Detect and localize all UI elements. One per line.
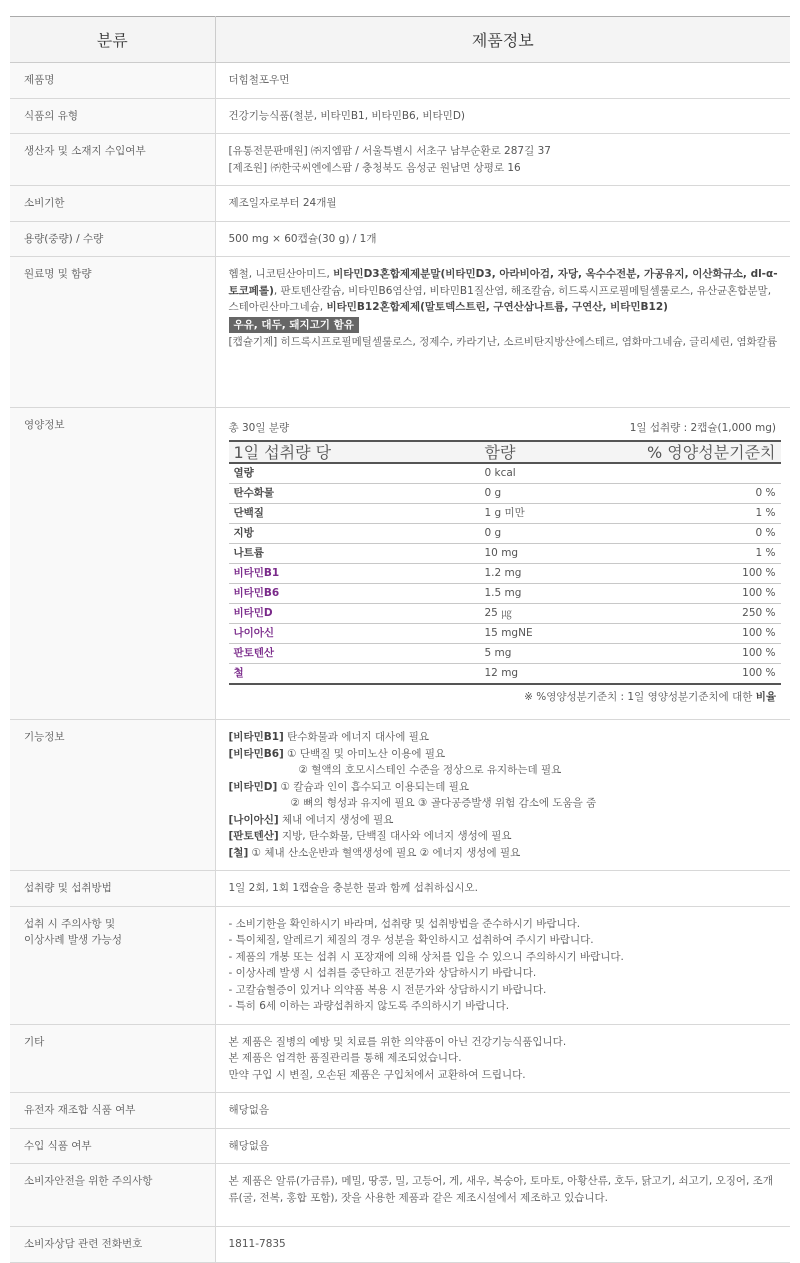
etc-line: 본 제품은 질병의 예방 및 치료를 위한 의약품이 아닌 건강기능식품입니다. <box>228 1035 567 1048</box>
caution-line: - 특이체질, 알레르기 체질의 경우 성분을 확인하시고 섭취하여 주시기 바랍니다. <box>228 934 594 946</box>
function-line <box>229 828 781 845</box>
table-row <box>229 544 781 564</box>
function-tag: [비타민B1] <box>228 731 284 743</box>
function-tag: [비타민B6] <box>228 747 284 760</box>
function-tag: [판토텐산] <box>228 830 279 842</box>
nutrient-percent: 1 % <box>631 504 781 524</box>
label-safety: 소비자안전을 위한 주의사항 <box>10 1164 215 1227</box>
label-etc: 기타 <box>10 1024 215 1093</box>
function-text: ① 칼슘과 인이 흡수되고 이용되는데 필요 <box>277 780 469 793</box>
row-ingredients <box>10 257 790 408</box>
ingredient-text: 헴철, 니코틴산아미드, <box>228 268 334 280</box>
nutrient-percent: 1 % <box>631 544 781 564</box>
row-phone <box>10 1227 790 1263</box>
nutrition-header-row <box>229 441 781 463</box>
function-line: ② 뼈의 형성과 유지에 필요 ③ 골다공증발생 위험 감소에 도움을 줌 <box>290 797 597 809</box>
nutrient-amount: 0 kcal <box>481 463 631 484</box>
nutrient-name: 비타민D <box>229 604 481 624</box>
label-phone: 소비자상담 관련 전화번호 <box>10 1227 215 1263</box>
label-expiry: 소비기한 <box>10 186 215 222</box>
nutrient-amount: 15 mgNE <box>481 624 631 644</box>
function-text: ① 단백질 및 아미노산 이용에 필요 <box>283 747 446 760</box>
row-food-type <box>10 98 790 134</box>
product-info-table <box>10 16 790 1263</box>
row-intake <box>10 871 790 907</box>
caution-label-line: 이상사례 발생 가능성 <box>24 934 122 946</box>
table-row <box>229 564 781 584</box>
nutrient-percent: 100 % <box>631 644 781 664</box>
caution-line: - 특히 6세 이하는 과량섭취하지 않도록 주의하시기 바랍니다. <box>228 1000 510 1012</box>
label-capacity: 용량(중량) / 수량 <box>10 221 215 257</box>
label-function: 기능정보 <box>10 720 215 871</box>
value-etc <box>215 1024 790 1093</box>
nutrient-amount: 0 g <box>481 524 631 544</box>
nutrient-name: 판토텐산 <box>229 644 481 664</box>
nutrient-amount: 1.2 mg <box>481 564 631 584</box>
table-row <box>229 463 781 484</box>
value-ingredients <box>215 257 790 408</box>
nutrient-percent: 100 % <box>631 624 781 644</box>
footnote-text: ※ %영양성분기준치 : 1일 영양성분기준치에 대한 <box>524 691 756 703</box>
value-manufacturer <box>215 134 790 186</box>
nutrition-footnote <box>229 689 781 705</box>
nutrient-amount: 0 g <box>481 484 631 504</box>
row-expiry <box>10 186 790 222</box>
caution-line: - 고칼슘혈증이 있거나 의약품 복용 시 전문가와 상담하시기 바랍니다. <box>228 983 547 996</box>
nutrient-amount: 10 mg <box>481 544 631 564</box>
function-text: 체내 에너지 생성에 필요 <box>278 813 394 826</box>
value-caution <box>215 906 790 1024</box>
nutrient-percent: 0 % <box>631 524 781 544</box>
function-text: 탄수화물과 에너지 대사에 필요 <box>283 731 430 743</box>
row-function <box>10 720 790 871</box>
function-tag: [비타민D] <box>228 780 278 793</box>
label-manufacturer: 생산자 및 소재지 수입여부 <box>10 134 215 186</box>
table-row <box>229 524 781 544</box>
row-product-name <box>10 63 790 99</box>
label-ingredients: 원료명 및 함량 <box>10 257 215 408</box>
value-expiry: 제조일자로부터 24개월 <box>215 186 790 222</box>
etc-line: 만약 구입 시 변질, 오손된 제품은 구입처에서 교환하여 드립니다. <box>228 1068 526 1081</box>
daily-serving: 1일 섭취량 : 2캡슐(1,000 mg) <box>629 422 776 434</box>
header-product-info: 제품정보 <box>215 17 790 63</box>
nutrient-name: 지방 <box>229 524 481 544</box>
label-food-type: 식품의 유형 <box>10 98 215 134</box>
value-product-name: 더힘철포우먼 <box>215 63 790 99</box>
row-nutrition <box>10 408 790 720</box>
maker-line: [제조원] ㈜한국씨엔에스팜 / 충청북도 음성군 원남면 상평로 16 <box>228 161 521 174</box>
table-row <box>229 624 781 644</box>
table-row <box>229 604 781 624</box>
function-text: 지방, 탄수화물, 단백질 대사와 에너지 생성에 필요 <box>278 830 512 842</box>
value-nutrition <box>215 408 790 720</box>
value-function <box>215 720 790 871</box>
nutrient-name: 철 <box>229 664 481 685</box>
ingredient-text: , 판토텐산칼슘, 비타민B6염산염, 비타민B1질산염, 해조칼슘, 히드록시프로필메틸셀룰로스, 유산균혼합분말, 스테아린산마그네슘, <box>228 284 772 313</box>
label-gmo: 유전자 재조합 식품 여부 <box>10 1093 215 1129</box>
nutrient-percent: 250 % <box>631 604 781 624</box>
nutrient-percent: 100 % <box>631 584 781 604</box>
value-food-type: 건강기능식품(철분, 비타민B1, 비타민B6, 비타민D) <box>215 98 790 134</box>
nutrition-table <box>229 440 781 685</box>
ingredient-bold: 비타민D3혼합제제분말(비타민D3, 아라비아검, 자당, 옥수수전분, 가공유지, 이산화규소, dl-α-토코페롤) <box>228 268 778 297</box>
table-row <box>229 584 781 604</box>
row-gmo <box>10 1093 790 1129</box>
row-safety <box>10 1164 790 1227</box>
nutrient-percent: 0 % <box>631 484 781 504</box>
nutrition-col-per-day: 1일 섭취량 당 <box>229 441 481 463</box>
nutrient-amount: 1 g 미만 <box>481 504 631 524</box>
table-header-row <box>10 17 790 63</box>
nutrient-name: 비타민B1 <box>229 564 481 584</box>
nutrient-percent <box>631 463 781 484</box>
nutrient-name: 나트륨 <box>229 544 481 564</box>
nutrient-name: 탄수화물 <box>229 484 481 504</box>
table-row <box>229 504 781 524</box>
function-line <box>229 812 781 829</box>
value-intake: 1일 2회, 1회 1캡슐을 충분한 물과 함께 섭취하십시오. <box>215 871 790 907</box>
nutrient-percent: 100 % <box>631 564 781 584</box>
nutrition-summary <box>229 420 781 436</box>
footnote-bold: 비율 <box>755 691 776 703</box>
row-capacity <box>10 221 790 257</box>
product-info-sheet <box>10 16 790 1263</box>
function-tag: [나이아신] <box>228 813 279 826</box>
label-caution <box>10 906 215 1024</box>
value-phone: 1811-7835 <box>215 1227 790 1263</box>
table-row <box>229 664 781 685</box>
nutrient-name: 단백질 <box>229 504 481 524</box>
capsule-base: [캡슐기제] 히드록시프로필메틸셀룰로스, 정제수, 카라기난, 소르비탄지방산에스테르, 염화마그네슘, 글리세린, 염화칼륨 <box>228 335 778 348</box>
caution-line: - 이상사례 발생 시 섭취를 중단하고 전문가와 상담하시기 바랍니다. <box>228 967 537 979</box>
row-etc <box>10 1024 790 1093</box>
total-amount: 총 30일 분량 <box>228 422 290 434</box>
nutrient-amount: 1.5 mg <box>481 584 631 604</box>
etc-line: 본 제품은 엄격한 품질관리를 통해 제조되었습니다. <box>228 1052 462 1064</box>
function-line <box>229 779 781 796</box>
label-nutrition: 영양정보 <box>10 408 215 720</box>
value-gmo: 해당없음 <box>215 1093 790 1129</box>
allergy-badge: 우유, 대두, 돼지고기 함유 <box>229 317 359 333</box>
function-line <box>229 746 781 763</box>
nutrient-percent: 100 % <box>631 664 781 685</box>
nutrition-col-amount: 함량 <box>481 441 631 463</box>
ingredient-bold: 비타민B12혼합제제(말토덱스트린, 구연산삼나트륨, 구연산, 비타민B12) <box>326 301 668 313</box>
table-row <box>229 644 781 664</box>
nutrition-col-percent: % 영양성분기준치 <box>631 441 781 463</box>
function-text: ① 체내 산소운반과 혈액생성에 필요 ② 에너지 생성에 필요 <box>248 846 521 859</box>
nutrient-name: 나이아신 <box>229 624 481 644</box>
value-capacity: 500 mg × 60캡슐(30 g) / 1개 <box>215 221 790 257</box>
nutrient-amount: 12 mg <box>481 664 631 685</box>
value-safety: 본 제품은 알류(가금류), 메밀, 땅콩, 밀, 고등어, 게, 새우, 복숭아, 토마토, 아황산류, 호두, 닭고기, 쇠고기, 오징어, 조개류(굴, 전복, 홍합 포함), 잣을 사용한 제품과 같은 제조시설에서 제조하고 있습니다. <box>215 1164 790 1227</box>
row-manufacturer <box>10 134 790 186</box>
table-row <box>229 484 781 504</box>
header-category: 분류 <box>10 17 215 63</box>
function-line <box>229 729 781 746</box>
caution-label-line: 섭취 시 주의사항 및 <box>24 917 116 930</box>
nutrient-name: 비타민B6 <box>229 584 481 604</box>
value-imported: 해당없음 <box>215 1128 790 1164</box>
row-caution <box>10 906 790 1024</box>
distributor-line: [유통전문판매원] ㈜지엠팜 / 서울특별시 서초구 남부순환로 287길 37 <box>228 145 551 157</box>
nutrient-amount: 5 mg <box>481 644 631 664</box>
label-imported: 수입 식품 여부 <box>10 1128 215 1164</box>
nutrient-amount: 25 ㎍ <box>481 604 631 624</box>
row-imported <box>10 1128 790 1164</box>
nutrient-name: 열량 <box>229 463 481 484</box>
function-tag: [철] <box>228 846 249 859</box>
function-line: ② 혈액의 호모시스테인 수준을 정상으로 유지하는데 필요 <box>298 764 562 776</box>
function-line <box>229 845 781 862</box>
caution-line: - 제품의 개봉 또는 섭취 시 포장재에 의해 상처를 입을 수 있으니 주의하시기 바랍니다. <box>228 950 624 963</box>
label-intake: 섭취량 및 섭취방법 <box>10 871 215 907</box>
ingredient-list <box>229 266 781 316</box>
label-product-name: 제품명 <box>10 63 215 99</box>
caution-line: - 소비기한을 확인하시기 바라며, 섭취량 및 섭취방법을 준수하시기 바랍니다. <box>228 917 581 930</box>
